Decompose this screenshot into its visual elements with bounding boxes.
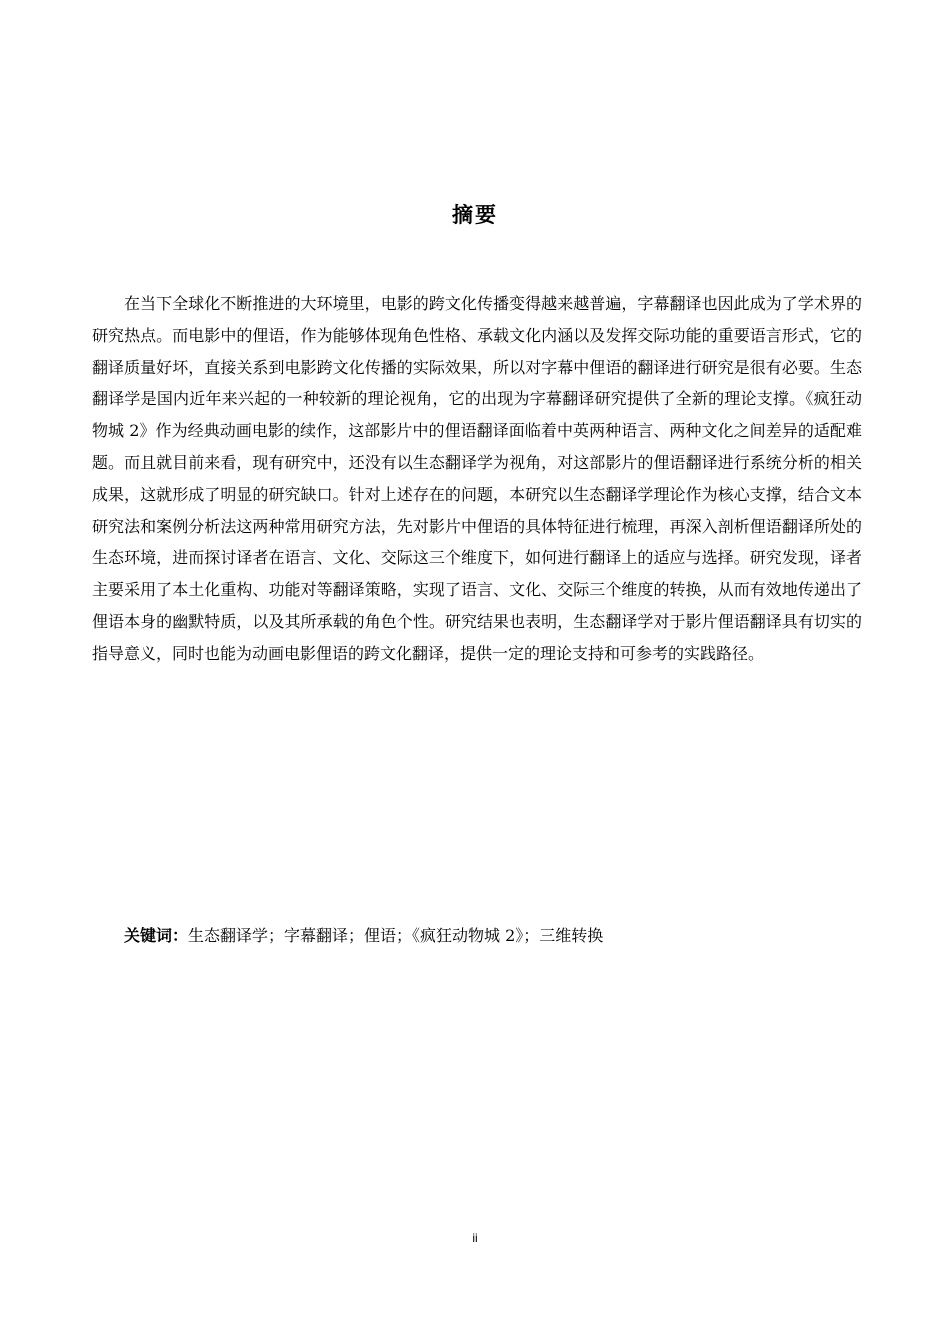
keywords-text: 生态翻译学；字幕翻译；俚语；《疯狂动物城 2》；三维转换 [188, 926, 604, 945]
page-number: ii [472, 1231, 478, 1245]
keywords-line [124, 921, 864, 951]
page-title: 摘要 [452, 203, 498, 227]
keywords-label: 关键词： [124, 926, 189, 945]
abstract-paragraph: 在当下全球化不断推进的大环境里，电影的跨文化传播变得越来越普遍，字幕翻译也因此成为了学术界的研究热点。而电影中的俚语，作为能够体现角色性格、承载文化内涵以及发挥交际功能的重要语言形式，它的翻译质量好坏，直接关系到电影跨文化传播的实际效果，所以对字幕中俚语的翻译进行研究是很有必要。生态翻译学是国内近年来兴起的一种较新的理论视角，它的出现为字幕翻译研究提供了全新的理论支撑。《疯狂动物城 2》作为经典动画电影的续作，这部影片中的俚语翻译面临着中英两种语言、两种文化之间差异的适配难题。而且就目前来看，现有研究中，还没有以生态翻译学为视角，对这部影片的俚语翻译进行系统分析的相关成果，这就形成了明显的研究缺口。针对上述存在的问题，本研究以生态翻译学理论作为核心支撑，结合文本研究法和案例分析法这两种常用研究方法，先对影片中俚语的具体特征进行梳理，再深入剖析俚语翻译所处的生态环境，进而探讨译者在语言、文化、交际这三个维度下，如何进行翻译上的适应与选择。研究发现，译者主要采用了本土化重构、功能对等翻译策略，实现了语言、文化、交际三个维度的转换，从而有效地传递出了俚语本身的幽默特质，以及其所承载的角色个性。研究结果也表明，生态翻译学对于影片俚语翻译具有切实的指导意义，同时也能为动画电影俚语的跨文化翻译，提供一定的理论支持和可参考的实践路径。 [92, 294, 862, 663]
